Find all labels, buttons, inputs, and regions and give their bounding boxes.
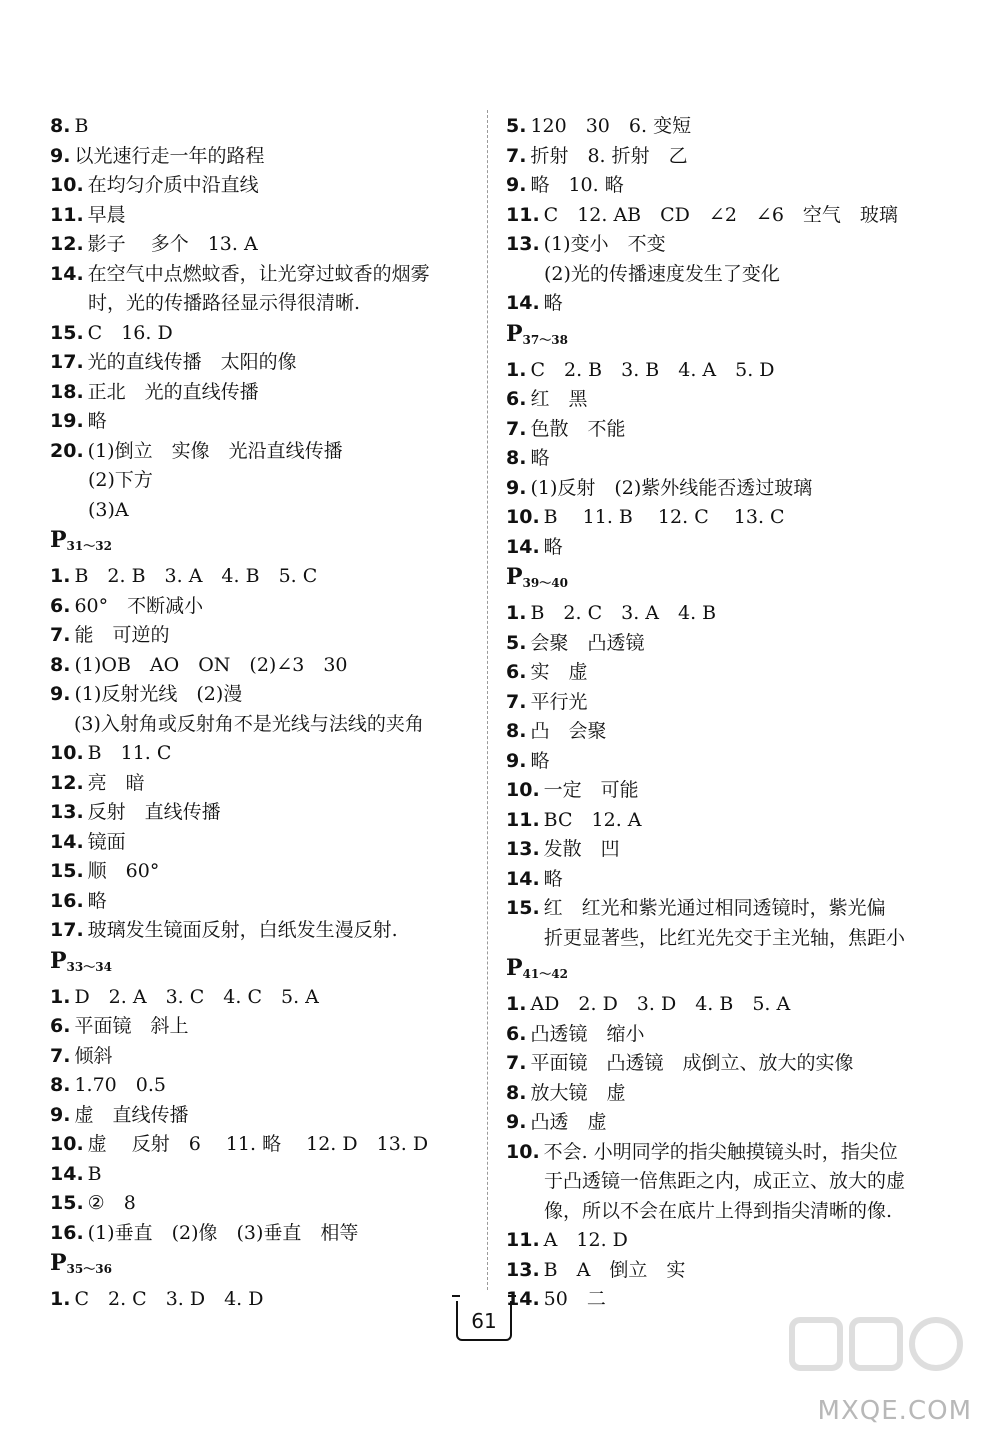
answer-continuation [506,1167,946,1197]
answer-text: B 11. C [87,742,172,764]
answer-text: 凸透 虚 [530,1111,607,1133]
answer-line [50,1042,480,1072]
question-number: 15. [50,1192,84,1214]
question-number: 14. [506,867,540,890]
answer-line [506,230,946,260]
answer-text: (2)光的传播速度发生了变化 [544,262,780,285]
question-number: 7. [506,690,527,713]
answer-line [506,356,946,386]
question-number: 16. [50,889,84,912]
answer-line [506,717,946,747]
answer-text: 一定 可能 [543,779,639,801]
question-number: 6. [506,388,527,410]
answer-text: 亮 暗 [87,771,145,794]
answer-text: 60° 不断减小 [74,594,204,617]
question-number: 14. [50,262,84,285]
answer-text: 虚 直线传播 [74,1103,189,1126]
answer-line [50,260,480,290]
answer-text: 放大镜 虚 [530,1081,626,1104]
answer-line [506,1138,946,1168]
question-number: 8. [506,720,527,742]
question-number: 9. [506,174,527,196]
question-number: 10. [50,742,84,764]
answer-text: (1)反射光线 (2)漫 [74,683,243,705]
answer-text: 略 10. 略 [530,174,624,196]
question-number: 1. [506,602,527,624]
answer-text: 折射 8. 折射 乙 [530,144,688,167]
question-number: 9. [506,749,527,772]
question-number: 10. [506,1140,540,1163]
section-heading [506,562,946,599]
answer-line [50,201,480,231]
question-number: 14. [506,292,540,314]
question-number: 9. [506,476,527,499]
question-number: 14. [50,830,84,853]
question-number: 11. [506,1229,540,1251]
answer-text: 略 [543,292,563,314]
answer-text: 平行光 [530,690,588,713]
answer-line [50,378,480,408]
answer-line [506,1285,946,1315]
answer-line [506,1079,946,1109]
answer-line [506,1049,946,1079]
answer-line [506,171,946,201]
question-number: 15. [50,860,84,882]
answer-text: 会聚 凸透镜 [530,631,645,654]
question-number: 17. [50,919,84,941]
question-number: 17. [50,351,84,373]
answer-line [506,806,946,836]
answer-continuation [50,466,480,496]
question-number: 11. [506,808,540,831]
question-number: 9. [50,683,71,705]
answer-continuation [50,496,480,526]
section-heading [50,525,480,562]
answer-line [50,651,480,681]
answer-line [506,1108,946,1138]
answer-line [50,319,480,349]
answer-line [50,592,480,622]
answer-text: 影子 多个 13. A [87,233,258,255]
answer-text: 色散 不能 [530,417,626,440]
question-number: 14. [50,1162,84,1185]
answer-line [506,503,946,533]
answer-line [50,1160,480,1190]
section-heading [50,946,480,983]
answer-text: ② 8 [87,1192,136,1214]
question-number: 5. [506,115,527,137]
question-number: 11. [506,203,540,226]
right-answer-column [506,112,946,1315]
answer-line [506,1020,946,1050]
question-number: 15. [50,321,84,344]
answer-line [50,1101,480,1131]
section-page-range: 39～40 [522,576,568,590]
question-number: 12. [50,771,84,794]
question-number: 9. [506,1111,527,1133]
section-label: P [50,527,67,553]
answer-continuation [50,289,480,319]
answer-line [50,828,480,858]
question-number: 18. [50,380,84,403]
answer-line [506,658,946,688]
answer-text: (3)入射角或反射角不是光线与法线的夹角 [74,712,424,735]
question-number: 6. [50,594,71,617]
answer-text: 120 30 6. 变短 [530,115,692,137]
answer-line [506,112,946,142]
answer-text: 反射 直线传播 [87,801,221,823]
answer-text: 虚 反射 6 11. 略 12. D 13. D [87,1133,429,1155]
answer-text: 以光速行走一年的路程 [74,144,265,167]
answer-line [50,348,480,378]
question-number: 1. [506,358,527,381]
answer-line [506,142,946,172]
answer-text: (3)A [88,498,129,521]
question-number: 19. [50,410,84,432]
question-number: 1. [506,993,527,1015]
answer-text: 平面镜 凸透镜 成倒立、放大的实像 [530,1052,854,1074]
question-number: 14. [506,1288,540,1310]
question-number: 15. [506,897,540,919]
column-divider [487,110,488,1290]
answer-line [50,887,480,917]
answer-line [506,385,946,415]
answer-line [506,629,946,659]
answer-line [50,680,480,710]
answer-line [50,769,480,799]
question-number: 8. [50,653,71,676]
answer-line [50,621,480,651]
answer-text: AD 2. D 3. D 4. B 5. A [530,993,791,1015]
answer-text: 略 [87,410,107,432]
answer-text: 实 虚 [530,661,588,683]
question-number: 7. [506,1052,527,1074]
answer-line [50,798,480,828]
answer-text: 略 [543,535,563,558]
answer-text: 能 可逆的 [74,624,170,646]
question-number: 13. [506,1258,540,1281]
answer-continuation [506,260,946,290]
answer-line [50,857,480,887]
answer-line [506,201,946,231]
question-number: 10. [506,779,540,801]
question-number: 20. [50,439,84,462]
answer-line [50,1219,480,1249]
answer-text: (1)OB AO ON (2)∠3 30 [74,653,348,676]
question-number: 8. [50,1074,71,1096]
answer-text: B 2. B 3. A 4. B 5. C [74,565,318,587]
watermark-text: MXQE.COM [817,1396,972,1426]
answer-text: 红 黑 [530,388,588,410]
section-heading [50,1248,480,1285]
question-number: 1. [50,565,71,587]
answer-line [50,1130,480,1160]
answer-line [50,562,480,592]
question-number: 8. [50,115,71,137]
answer-line [50,1189,480,1219]
answer-line [50,112,480,142]
answer-text: (1)倒立 实像 光沿直线传播 [87,439,343,462]
answer-line [506,776,946,806]
answer-line [50,916,480,946]
answer-line [50,1012,480,1042]
answer-text: (1)垂直 (2)像 (3)垂直 相等 [87,1221,359,1244]
answer-line [506,533,946,563]
answer-line [50,142,480,172]
answer-line [50,437,480,467]
answer-line [506,688,946,718]
section-label: P [506,955,523,981]
answer-text: B [74,115,89,137]
section-page-range: 33～34 [66,959,112,974]
answer-text: B A 倒立 实 [543,1258,686,1281]
answer-line [506,415,946,445]
answer-text: B [87,1162,102,1185]
answer-text: BC 12. A [543,808,642,831]
question-number: 9. [50,144,71,167]
question-number: 6. [506,1022,527,1045]
answer-line [50,739,480,769]
question-number: 11. [50,203,84,226]
answer-text: A 12. D [543,1229,628,1251]
section-page-range: 31～32 [66,539,112,553]
section-label: P [50,1250,67,1276]
question-number: 13. [506,233,540,255]
answer-line [50,230,480,260]
answer-line [506,474,946,504]
question-number: 1. [50,985,71,1008]
answer-text: (1)反射 (2)紫外线能否透过玻璃 [530,476,813,499]
answer-continuation [50,710,480,740]
answer-text: 折更显著些，比红光先交于主光轴，焦距小 [544,926,906,949]
answer-line [506,747,946,777]
answer-text: C 16. D [87,321,173,344]
section-page-range: 35～36 [66,1262,112,1276]
answer-line [50,1285,480,1315]
answer-line [506,865,946,895]
question-number: 5. [506,631,527,654]
question-number: 9. [50,1103,71,1126]
section-label: P [506,320,523,347]
question-number: 12. [50,233,84,255]
section-heading [506,953,946,990]
question-number: 6. [50,1015,71,1037]
answer-text: 在空气中点燃蚊香，让光穿过蚊香的烟雾 [87,262,430,285]
answer-text: C 2. B 3. B 4. A 5. D [530,358,775,381]
question-number: 7. [50,624,71,646]
answer-text: 镜面 [87,830,126,853]
answer-text: 平面镜 斜上 [74,1015,189,1037]
answer-text: 早晨 [87,203,126,226]
answer-text: D 2. A 3. C 4. C 5. A [74,985,319,1008]
question-number: 10. [506,506,540,528]
answer-text: (2)下方 [88,469,153,491]
page-number: 61 [456,1301,512,1341]
section-label: P [506,564,523,590]
question-number: 14. [506,535,540,558]
answer-text: 1.70 0.5 [74,1074,166,1096]
answer-text: 略 [543,867,563,890]
answer-line [50,1071,480,1101]
answer-text: 凸透镜 缩小 [530,1022,645,1045]
question-number: 7. [506,144,527,167]
answer-text: 略 [530,749,550,772]
question-number: 13. [506,838,540,860]
answer-line [506,894,946,924]
answer-text: 在均匀介质中沿直线 [87,174,259,196]
answer-text: B 2. C 3. A 4. B [530,602,717,624]
section-heading [506,319,946,356]
answer-text: B 11. B 12. C 13. C [543,506,785,528]
answer-text: 不会. 小明同学的指尖触摸镜头时，指尖位 [543,1140,898,1163]
answer-text: 凸 会聚 [530,720,607,742]
answer-text: (1)变小 不变 [543,233,666,255]
question-number: 7. [506,417,527,440]
answer-text: 于凸透镜一倍焦距之内，成正立、放大的虚 [544,1170,906,1192]
answer-line [50,407,480,437]
answer-text: 发散 凹 [543,838,620,860]
answer-text: 倾斜 [74,1044,113,1067]
answer-text: 略 [87,889,107,912]
answer-text: 红 红光和紫光通过相同透镜时，紫光偏 [543,897,886,919]
answer-text: 50 二 [543,1288,606,1310]
question-number: 10. [50,174,84,196]
question-number: 1. [50,1288,71,1310]
answer-text: C 12. AB CD ∠2 ∠6 空气 玻璃 [543,203,898,226]
answer-line [50,171,480,201]
section-label: P [50,947,67,974]
question-number: 6. [506,661,527,683]
answer-line [506,835,946,865]
question-number: 7. [50,1044,71,1067]
question-number: 13. [50,801,84,823]
question-number: 8. [506,447,527,469]
answer-line [506,289,946,319]
answer-text: 玻璃发生镜面反射，白纸发生漫反射. [87,919,398,941]
answer-text: 略 [530,447,550,469]
answer-line [50,983,480,1013]
answer-text: 时，光的传播路径显示得很清晰. [88,292,361,314]
question-number: 16. [50,1221,84,1244]
section-page-range: 37～38 [522,332,568,347]
answer-line [506,990,946,1020]
answer-line [506,444,946,474]
answer-text: 光的直线传播 太阳的像 [87,351,297,373]
answer-continuation [506,924,946,954]
question-number: 10. [50,1133,84,1155]
answer-continuation [506,1197,946,1227]
left-answer-column [50,112,480,1315]
answer-text: 像，所以不会在底片上得到指尖清晰的像. [544,1199,893,1222]
answer-text: 顺 60° [87,860,160,882]
answer-line [506,1226,946,1256]
answer-text: C 2. C 3. D 4. D [74,1288,264,1310]
answer-line [506,599,946,629]
answer-line [506,1256,946,1286]
answer-text: 正北 光的直线传播 [87,380,259,403]
section-page-range: 41～42 [522,967,568,981]
question-number: 8. [506,1081,527,1104]
